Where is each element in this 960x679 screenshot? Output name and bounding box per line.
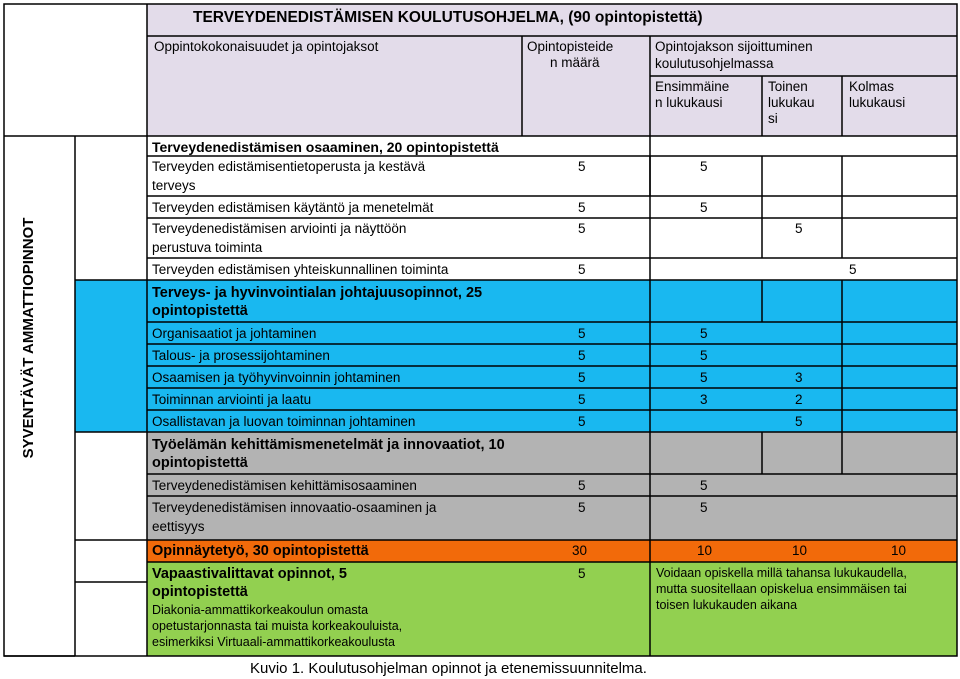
course-name: Talous- ja prosessijohtaminen	[152, 348, 330, 363]
header-points-2: n määrä	[550, 55, 600, 70]
elective-note: Voidaan opiskella millä tahansa lukukaudella,	[656, 566, 907, 580]
course-year3: 5	[849, 262, 857, 277]
page-title: TERVEYDENEDISTÄMISEN KOULUTUSOHJELMA, (90 opintopistettä)	[193, 9, 703, 26]
course-points: 5	[578, 500, 586, 515]
group-title-leadership: Terveys- ja hyvinvointialan johtajuusopinnot, 25	[152, 285, 483, 301]
course-name: Terveyden edistämisen käytäntö ja menetelmät	[152, 200, 434, 215]
course-points: 5	[578, 200, 586, 215]
course-points: 5	[578, 370, 586, 385]
thesis-title: Opinnäytetyö, 30 opintopistettä	[152, 543, 369, 559]
header-year3-2: lukukausi	[849, 95, 906, 110]
course-year1: 3	[700, 392, 708, 407]
course-year1: 5	[700, 370, 708, 385]
header-placement-2: koulutusohjelmassa	[655, 56, 774, 71]
course-name: Terveydenedistämisen kehittämisosaaminen	[152, 478, 417, 493]
course-name: Terveyden edistämisen yhteiskunnallinen toiminta	[152, 262, 449, 277]
course-year2: 5	[795, 221, 803, 236]
elective-desc-cont2: esimerkiksi Virtuaali-ammattikorkeakoulusta	[152, 635, 395, 649]
course-year1: 5	[700, 478, 708, 493]
course-name: Organisaatiot ja johtaminen	[152, 326, 317, 341]
course-name-cont: terveys	[152, 178, 196, 193]
course-name: Terveydenedistämisen arviointi ja näyttöön	[152, 221, 407, 236]
elective-title: Vapaastivalittavat opinnot, 5	[152, 566, 347, 582]
course-name: Toiminnan arviointi ja laatu	[152, 392, 312, 407]
course-year1: 5	[700, 200, 708, 215]
thesis-year3: 10	[891, 543, 907, 558]
elective-note-cont2: toisen lukukauden aikana	[656, 598, 798, 612]
group-title-leadership-cont: opintopistettä	[152, 303, 248, 319]
course-name: Terveyden edistämisentietoperusta ja kestävä	[152, 159, 426, 174]
course-points: 5	[578, 221, 586, 236]
thesis-points: 30	[572, 543, 588, 558]
course-name: Osaamisen ja työhyvinvoinnin johtaminen	[152, 370, 401, 385]
course-year1: 5	[700, 159, 708, 174]
group-title-health-promotion: Terveydenedistämisen osaaminen, 20 opintopistettä	[152, 139, 499, 155]
elective-desc-cont: opetustarjonnasta tai muista korkeakouluista,	[152, 619, 403, 633]
header-year2-3: si	[768, 111, 778, 126]
header-year2-2: lukukau	[768, 95, 815, 110]
course-year2: 5	[795, 414, 803, 429]
course-name-cont: eettisyys	[152, 519, 205, 534]
side-label: SYVENTÄVÄT AMMATTIOPINNOT	[20, 217, 37, 459]
course-year1: 5	[700, 348, 708, 363]
header-placement-1: Opintojakson sijoittuminen	[655, 39, 813, 54]
figure-caption: Kuvio 1. Koulutusohjelman opinnot ja etenemissuunnitelma.	[250, 660, 647, 677]
course-points: 5	[578, 326, 586, 341]
header-year3-1: Kolmas	[849, 79, 895, 94]
group-title-development: Työelämän kehittämismenetelmät ja innovaatiot, 10	[152, 437, 505, 453]
header-year1-1: Ensimmäine	[655, 79, 730, 94]
course-year1: 5	[700, 326, 708, 341]
course-points: 5	[578, 159, 586, 174]
elective-desc: Diakonia-ammattikorkeakoulun omasta	[152, 603, 369, 617]
course-name: Osallistavan ja luovan toiminnan johtaminen	[152, 414, 416, 429]
header-modules: Oppintokokonaisuudet ja opintojaksot	[154, 39, 379, 54]
course-points: 5	[578, 348, 586, 363]
header-points-1: Opintopisteide	[527, 39, 614, 54]
course-name-cont: perustuva toiminta	[152, 240, 263, 255]
course-points: 5	[578, 478, 586, 493]
course-year1: 5	[700, 500, 708, 515]
course-name: Terveydenedistämisen innovaatio-osaaminen ja	[152, 500, 437, 515]
elective-title-cont: opintopistettä	[152, 584, 248, 600]
course-points: 5	[578, 414, 586, 429]
header-year1-2: n lukukausi	[655, 95, 723, 110]
elective-points: 5	[578, 566, 586, 581]
course-points: 5	[578, 262, 586, 277]
course-points: 5	[578, 392, 586, 407]
elective-note-cont: mutta suositellaan opiskelua ensimmäisen tai	[656, 582, 907, 596]
thesis-year1: 10	[697, 543, 713, 558]
header-year2-1: Toinen	[768, 79, 808, 94]
course-year2: 3	[795, 370, 803, 385]
course-year2: 2	[795, 392, 803, 407]
thesis-year2: 10	[792, 543, 808, 558]
group-title-development-cont: opintopistettä	[152, 455, 248, 471]
